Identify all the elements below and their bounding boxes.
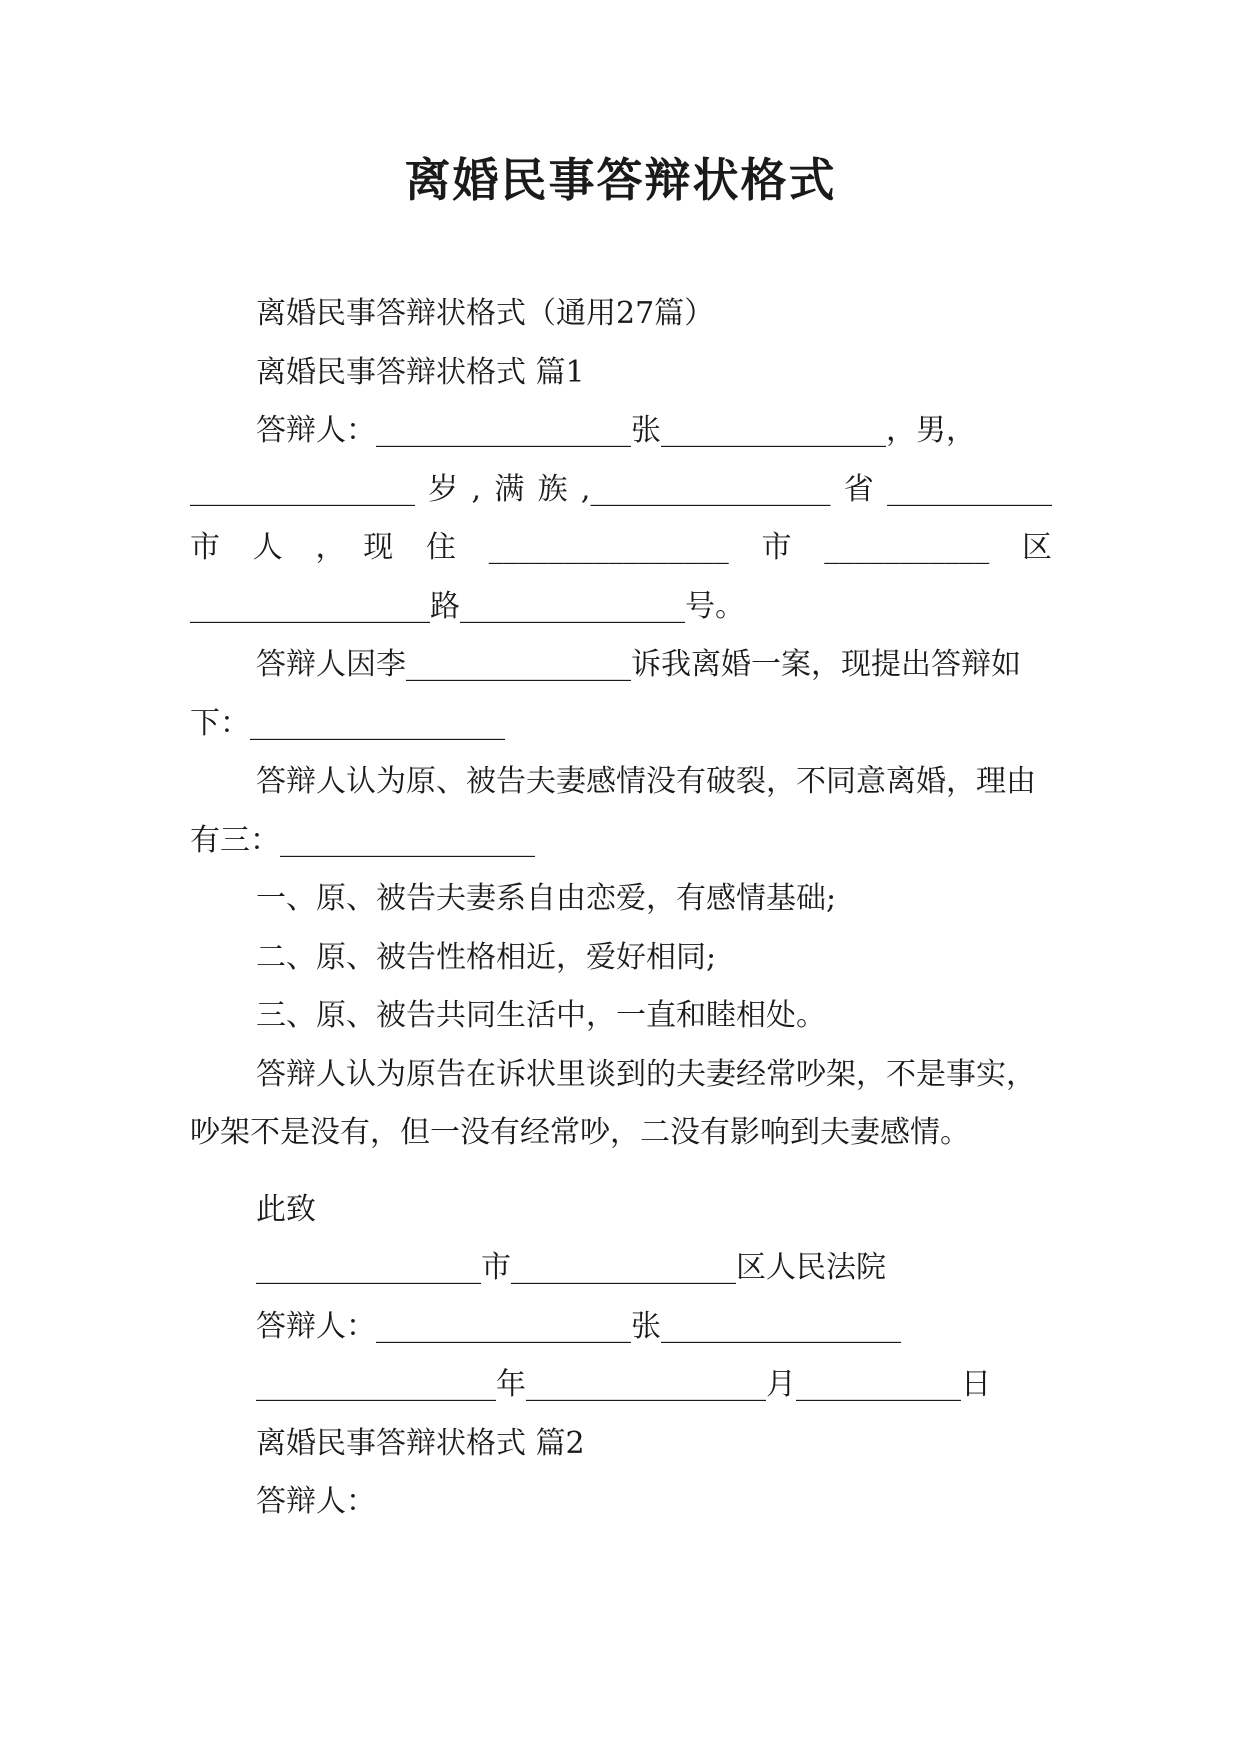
spacer bbox=[190, 1163, 1052, 1181]
respondent-line-2: 答辩人： bbox=[256, 1484, 376, 1519]
age-ethnicity-line: _______________岁,满族,________________省___________ bbox=[190, 471, 1052, 507]
reason-2: 二、原、被告性格相近，爱好相同; bbox=[256, 939, 717, 975]
document-title: 离婚民事答辩状格式 bbox=[404, 153, 837, 207]
section-heading-2: 离婚民事答辩状格式 篇2 bbox=[256, 1425, 585, 1461]
paragraph-reasons: 答辩人认为原、被告夫妻感情没有破裂，不同意离婚，理由有三：_________________ bbox=[190, 764, 1036, 858]
closing-salutation: 此致 bbox=[256, 1191, 316, 1227]
paragraph-reply: 答辩人因李_______________诉我离婚一案，现提出答辩如下：_________________ bbox=[190, 647, 1021, 741]
residence-line: 市 人 ， 现 住 ________________ 市 ___________ 区 bbox=[190, 530, 1052, 565]
reason-3: 三、原、被告共同生活中，一直和睦相处。 bbox=[256, 998, 826, 1033]
subtitle: 离婚民事答辩状格式（通用27篇） bbox=[256, 296, 715, 331]
paragraph-quarrel: 答辩人认为原告在诉状里谈到的夫妻经常吵架，不是事实，吵架不是没有，但一没有经常吵，二没有影响到夫妻感情。 bbox=[190, 1056, 1036, 1150]
date-line: ________________年________________月___________日 bbox=[256, 1367, 991, 1402]
respondent-line: 答辩人：_________________张_______________，男， bbox=[256, 413, 976, 448]
address-line: ________________路_______________号。 bbox=[190, 588, 745, 624]
document-body bbox=[190, 285, 1052, 1532]
reason-1: 一、原、被告夫妻系自由恋爱，有感情基础; bbox=[256, 881, 837, 916]
court-line: _______________市_______________区人民法院 bbox=[256, 1250, 886, 1285]
section-heading-1: 离婚民事答辩状格式 篇1 bbox=[256, 354, 585, 390]
signature-line: 答辩人：_________________张________________ bbox=[256, 1308, 901, 1344]
